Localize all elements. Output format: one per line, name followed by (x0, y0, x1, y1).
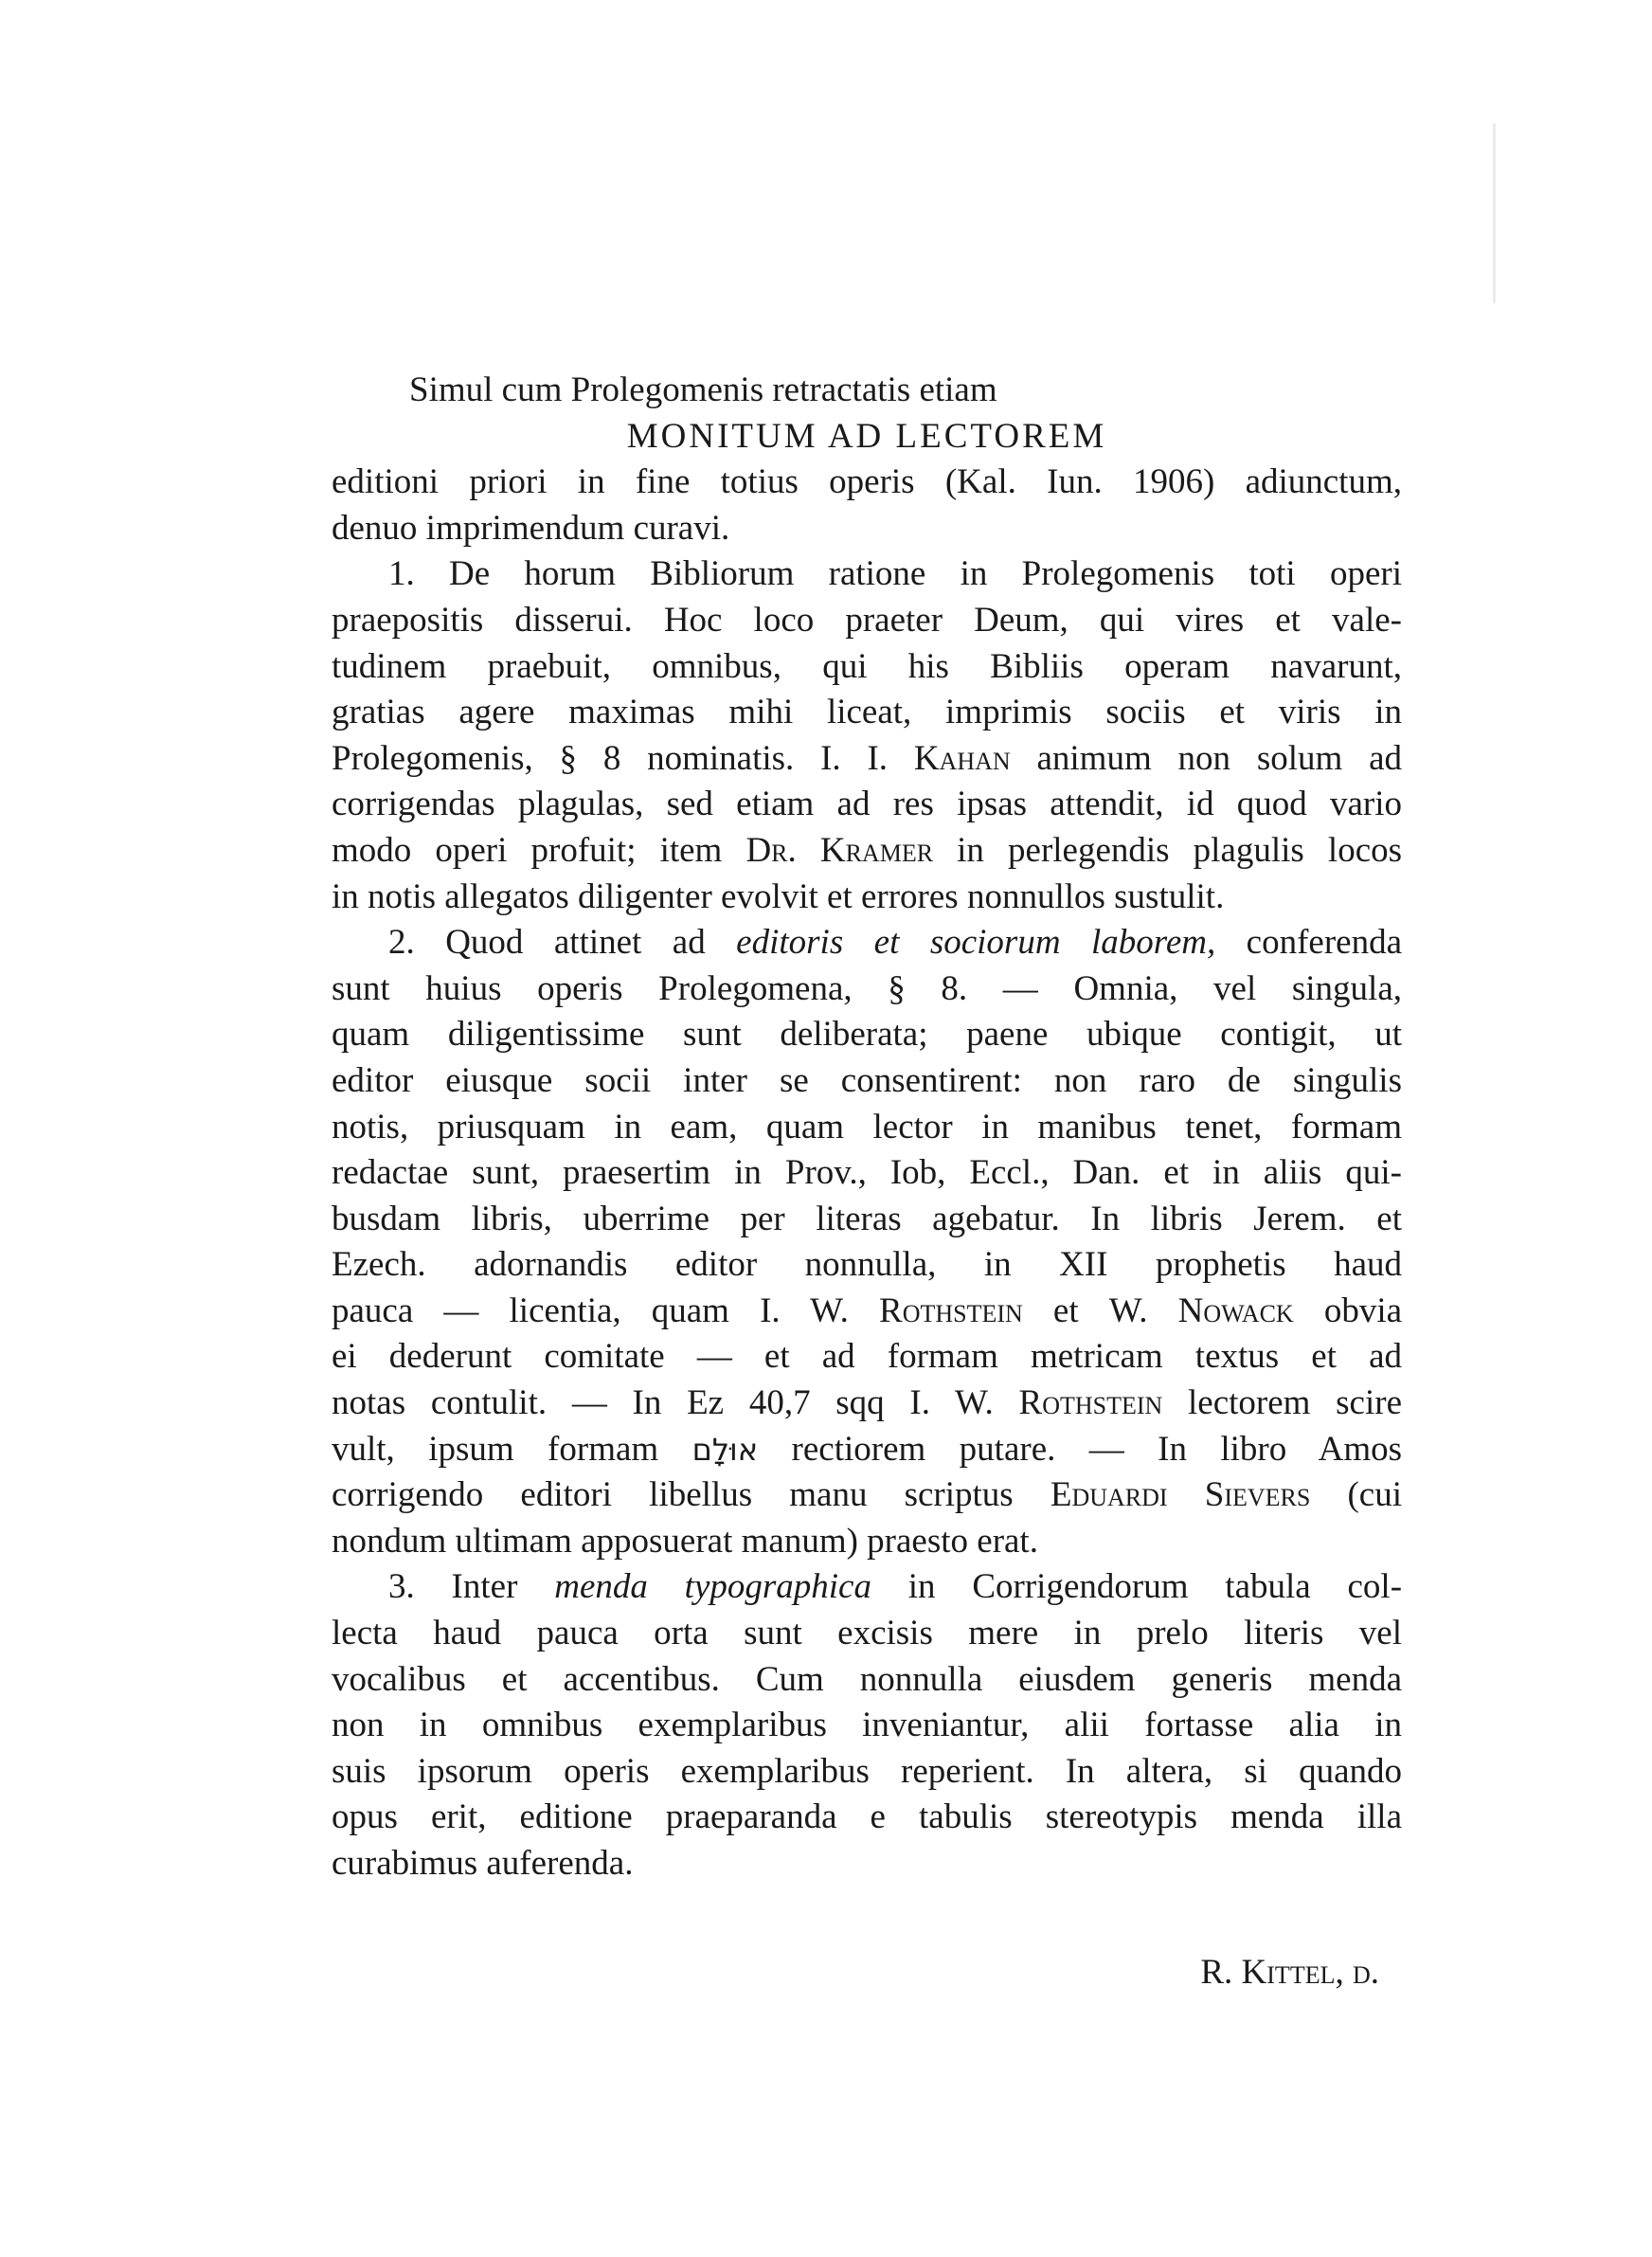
p2-line-11: notas contulit. — In Ez 40,7 sqq I. W. Rothstein lectorem scire (332, 1383, 1403, 1423)
p0-line-1: editioni priori in fine totius operis (Kal. Iun. 1906) adiunctum, (332, 462, 1402, 502)
p2-line-14: nondum ultimam apposuerat manum) praesto erat. (332, 1521, 1038, 1561)
p2-line-3: quam diligentissime sunt deliberata; paene ubique contigit, ut (332, 1015, 1402, 1055)
italic-phrase: editoris et sociorum laborem, (736, 923, 1216, 963)
p2-line-7: busdam libris, uberrime per literas agebatur. In libris Jerem. et (332, 1199, 1402, 1238)
p2-line-13: corrigendo editori libellus manu scriptus Eduardi Sievers (cui (332, 1475, 1403, 1515)
name-rothstein: I. W. Rothstein (760, 1291, 1023, 1330)
p2-line-6: redactae sunt, praesertim in Prov., Iob, Eccl., Dan. et in aliis qui- (332, 1153, 1402, 1193)
p3-line-5: suis ipsorum operis exemplaribus reperient. In altera, si quando (332, 1751, 1402, 1791)
p2-line-5: notis, priusquam in eam, quam lector in manibus tenet, formam (332, 1107, 1402, 1147)
p0-line-2: denuo imprimendum curavi. (332, 508, 730, 548)
p3-line-3: vocalibus et accentibus. Cum nonnulla eiusdem generis menda (332, 1659, 1402, 1699)
p3-line-2: lecta haud pauca orta sunt excisis mere in prelo literis vel (332, 1614, 1402, 1653)
p1-line-4: gratias agere maximas mihi liceat, imprimis sociis et viris in (332, 693, 1402, 732)
p2-line-10: ei dederunt comitate — et ad formam metricam textus et ad (332, 1337, 1402, 1377)
name-nowack: W. Nowack (1108, 1291, 1294, 1330)
p2-line-12: vult, ipsum formam אוּלָם rectiorem putare. — In libro Amos (332, 1429, 1403, 1469)
p1-line-5: Prolegomenis, § 8 nominatis. I. I. Kahan animum non solum ad (332, 738, 1402, 778)
monitum-text (332, 368, 1402, 1887)
p3-line-1: 3. Inter menda typographica in Corrigendorum tabula col- (388, 1567, 1403, 1607)
p1-line-8: in notis allegatos diligenter evolvit et errores nonnullos sustulit. (332, 876, 1225, 916)
p2-line-8: Ezech. adornandis editor nonnulla, in XII prophetis haud (332, 1245, 1402, 1285)
page-edge-shadow (1493, 123, 1496, 303)
p2-line-1: 2. Quod attinet ad editoris et sociorum laborem, conferenda (388, 923, 1403, 963)
name-kramer: Dr. Kramer (745, 830, 934, 870)
signature: R. Kittel, d. (1200, 1953, 1379, 1992)
name-kahan: I. I. Kahan (820, 738, 1011, 778)
name-sievers: Eduardi Sievers (1050, 1475, 1311, 1515)
p2-line-4: editor eiusque socii inter se consentirent: non raro de singulis (332, 1060, 1402, 1100)
p1-line-3: tudinem praebuit, omnibus, qui his Bibliis operam navarunt, (332, 646, 1402, 686)
p1-line-2: praepositis disserui. Hoc loco praeter Deum, qui vires et vale- (332, 600, 1402, 640)
p3-line-6: opus erit, editione praeparanda e tabulis stereotypis menda illa (332, 1797, 1402, 1837)
p3-line-7: curabimus auferenda. (332, 1844, 634, 1883)
italic-menda: menda typographica (554, 1567, 871, 1607)
name-rothstein-2: I. W. Rothstein (909, 1383, 1163, 1423)
p2-line-9: pauca — licentia, quam I. W. Rothstein et W. Nowack obvia (332, 1291, 1403, 1330)
p3-line-4: non in omnibus exemplaribus inveniantur, alii fortasse alia in (332, 1706, 1402, 1745)
intro-line: Simul cum Prolegomenis retractatis etiam (409, 370, 997, 409)
p2-line-2: sunt huius operis Prolegomena, § 8. — Omnia, vel singula, (332, 968, 1402, 1008)
p1-line-6: corrigendas plagulas, sed etiam ad res ipsas attendit, id quod vario (332, 785, 1402, 824)
heading-title: MONITUM AD LECTOREM (626, 416, 1107, 456)
p1-line-7: modo operi profuit; item Dr. Kramer in perlegendis plagulis locos (332, 830, 1403, 870)
p1-line-1: 1. De horum Bibliorum ratione in Prolegomenis toti operi (388, 554, 1402, 594)
hebrew-word: אוּלָם (691, 1431, 759, 1468)
